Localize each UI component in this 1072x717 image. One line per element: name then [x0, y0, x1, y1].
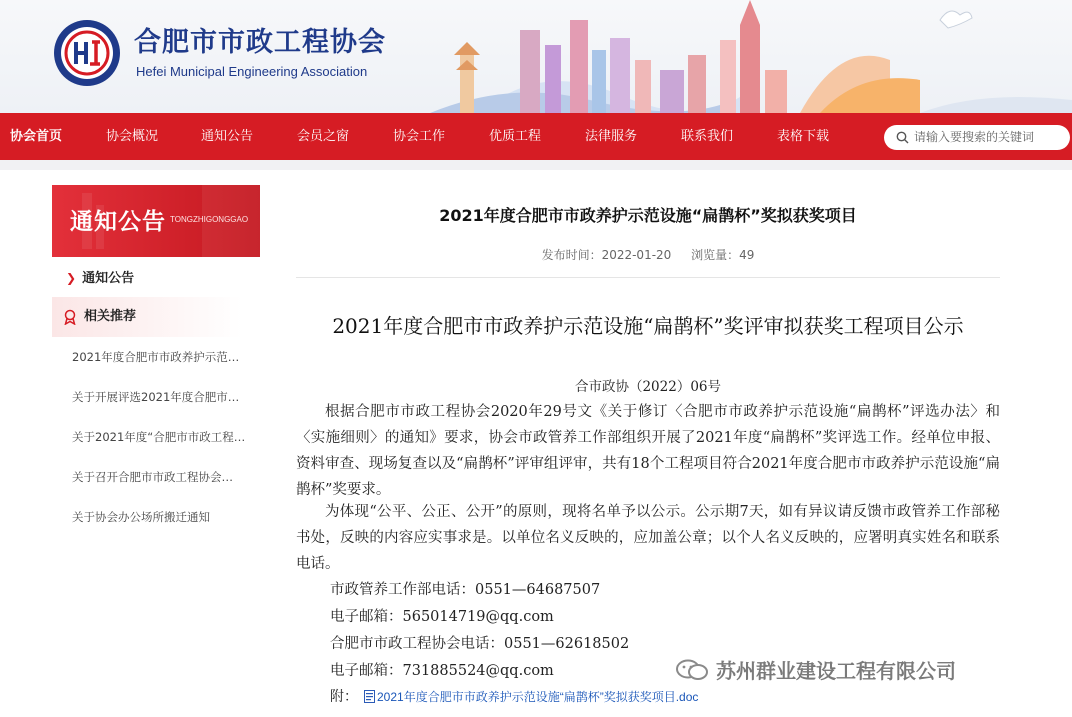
title-divider [296, 277, 1000, 278]
main-nav [0, 113, 1072, 160]
site-name-en: Hefei Municipal Engineering Association [136, 64, 368, 79]
contact-phone-association: 合肥市市政工程协会电话：0551—62618502 [330, 636, 630, 652]
recommend-item[interactable]: 关于协会办公场所搬迁通知 [72, 510, 210, 524]
recommend-item[interactable]: 2021年度合肥市市政养护示范… [72, 350, 240, 364]
publish-date: 发布时间：2022-01-20 [541, 248, 672, 262]
document-file-icon [364, 690, 375, 703]
attachment-row [330, 686, 698, 706]
city-skyline-illustration [420, 0, 1072, 113]
award-icon [62, 309, 78, 325]
document-title: 2021年度合肥市市政养护示范设施“扁鹊杯”奖评审拟获奖工程项目公示 [332, 314, 964, 338]
sidebar-banner [52, 185, 260, 257]
recommend-header [52, 297, 242, 337]
article-title: 2021年度合肥市市政养护示范设施“扁鹊杯”奖拟获奖项目 [439, 206, 857, 225]
watermark-text: 苏州群业建设工程有限公司 [716, 659, 956, 683]
site-header [0, 0, 1072, 113]
contact-email-association[interactable]: 电子邮箱：731885524@qq.com [330, 663, 554, 679]
search-icon[interactable] [896, 131, 909, 144]
nav-item-notices[interactable]: 通知公告 [201, 129, 254, 144]
sidebar-item-label: 通知公告 [82, 271, 135, 286]
nav-item-home[interactable]: 协会首页 [10, 129, 63, 144]
contact-email-dept[interactable]: 电子邮箱：565014719@qq.com [330, 609, 554, 625]
article-meta [296, 246, 1000, 263]
nav-shadow-band [0, 160, 1072, 170]
chevron-right-icon: ❯ [66, 271, 77, 285]
nav-item-contact[interactable]: 联系我们 [681, 129, 734, 144]
view-count: 浏览量：49 [691, 248, 755, 262]
sidebar-banner-pinyin: TONGZHIGONGGAO [170, 215, 249, 224]
association-logo-icon[interactable] [52, 18, 122, 88]
nav-item-members[interactable]: 会员之窗 [297, 129, 350, 144]
nav-item-legal[interactable]: 法律服务 [585, 129, 638, 144]
wechat-icon [674, 658, 710, 682]
attachment-link[interactable]: 2021年度合肥市市政养护示范设施“扁鹊杯”奖拟获奖项目.doc [377, 690, 699, 704]
recommend-header-label: 相关推荐 [84, 309, 137, 324]
nav-item-about[interactable]: 协会概况 [106, 129, 159, 144]
document-number: 合市政协（2022）06号 [574, 379, 722, 395]
body-paragraph: 为体现“公平、公正、公开”的原则，现将名单予以公示。公示期7天，如有异议请反馈市政管养工作部秘书处，反映的内容应实事求是。以单位名义反映的，应加盖公章；以个人名义反映的，应署明真实姓名和联系电话。 [296, 504, 1000, 572]
site-name-cn: 合肥市市政工程协会 [134, 27, 386, 58]
search-placeholder: 请输入要搜索的关键词 [914, 130, 1035, 144]
recommend-item[interactable]: 关于开展评选2021年度合肥市… [72, 390, 240, 404]
recommend-item[interactable]: 关于2021年度“合肥市市政工程… [72, 430, 246, 444]
sidebar-item-notices[interactable] [66, 267, 134, 286]
attachment-label: 附： [330, 689, 358, 705]
recommend-item[interactable]: 关于召开合肥市市政工程协会… [72, 470, 233, 484]
nav-item-quality-projects[interactable]: 优质工程 [489, 129, 542, 144]
nav-item-downloads[interactable]: 表格下载 [777, 129, 830, 144]
wechat-watermark [674, 655, 956, 684]
sidebar-banner-title: 通知公告 [70, 209, 166, 235]
search-input[interactable] [884, 125, 1070, 150]
contact-phone-dept: 市政管养工作部电话：0551—64687507 [330, 582, 601, 598]
body-paragraph: 根据合肥市市政工程协会2020年29号文《关于修订〈合肥市市政养护示范设施“扁鹊杯”评选办法〉和〈实施细则〉的通知》要求，协会市政管养工作部组织开展了2021年度“扁鹊杯”奖评选工作。经单位申报、资料审查、现场复查以及“扁鹊杯”评审组评审，共有18个工程项目符合2021年度合肥市市政养护示范设施“扁鹊杯”奖要求。 [296, 404, 1000, 498]
nav-item-work[interactable]: 协会工作 [393, 129, 446, 144]
